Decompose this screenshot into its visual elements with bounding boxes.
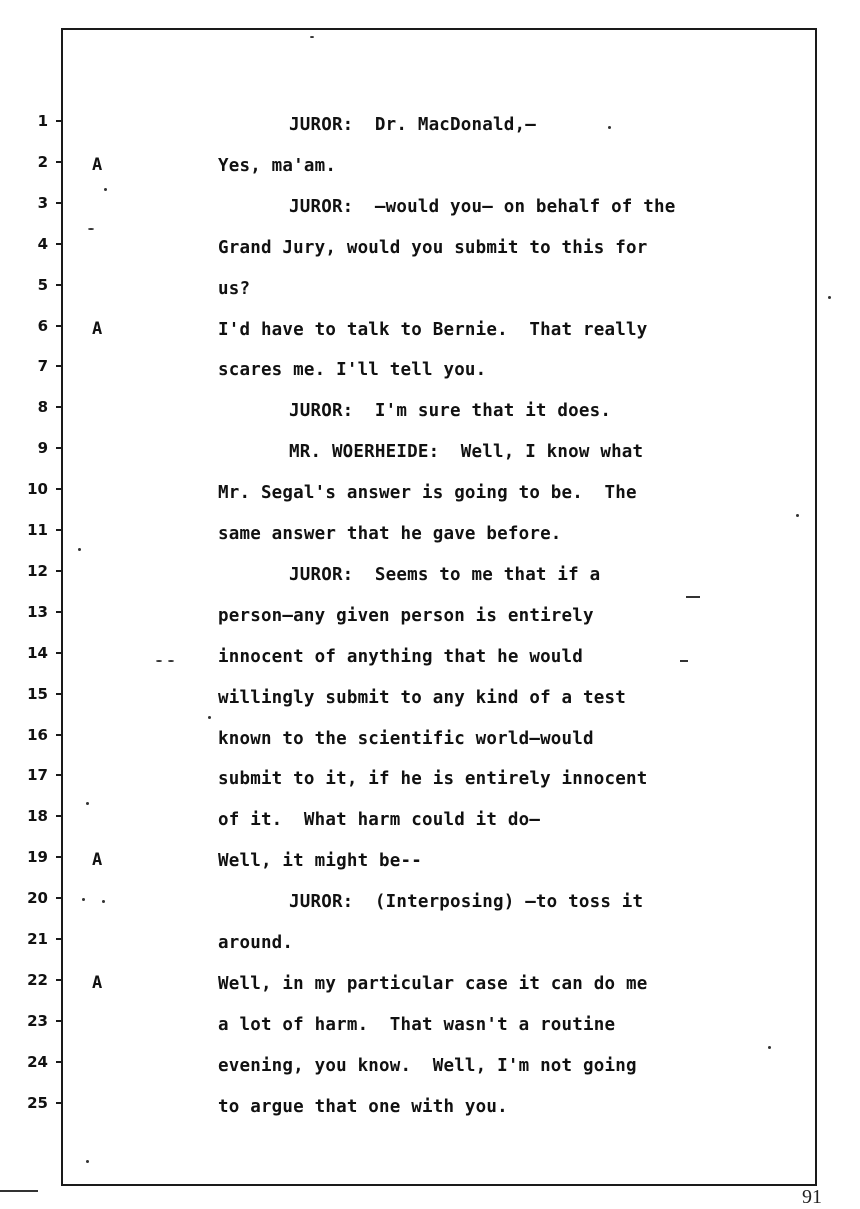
transcript-line: willingly submit to any kind of a test [218,688,626,708]
margin-tick [56,1102,62,1104]
transcript-line: us? [218,279,251,299]
margin-tick [56,488,62,490]
line-number: 12 [27,562,48,580]
line-number: 6 [37,317,48,335]
scan-speck [86,1160,89,1163]
margin-tick [56,365,62,367]
transcript-line: evening, you know. Well, I'm not going [218,1056,637,1076]
scan-speck [608,126,611,129]
scan-speck [168,660,174,662]
transcript-line: JUROR: Seems to me that if a [289,565,601,585]
line-number: 9 [37,439,48,457]
transcript-line: I'd have to talk to Bernie. That really [218,320,648,340]
margin-tick [56,570,62,572]
margin-tick [56,161,62,163]
page-number: 91 [802,1186,822,1208]
line-number: 16 [27,726,48,744]
line-number: 2 [37,153,48,171]
scan-speck [86,802,89,805]
scan-speck [310,36,314,38]
margin-tick [56,243,62,245]
line-number: 5 [37,276,48,294]
margin-tick [56,529,62,531]
speaker-label: A [92,850,103,870]
margin-tick [56,120,62,122]
margin-tick [56,938,62,940]
scan-dash [0,1190,38,1192]
line-number: 19 [27,848,48,866]
margin-tick [56,284,62,286]
transcript-line: submit to it, if he is entirely innocent [218,769,648,789]
line-number: 10 [27,480,48,498]
line-number: 4 [37,235,48,253]
transcript-line: innocent of anything that he would [218,647,584,667]
margin-tick [56,406,62,408]
line-number: 1 [37,112,48,130]
transcript-line: around. [218,933,294,953]
scan-speck [156,660,162,662]
margin-tick [56,897,62,899]
margin-tick [56,1061,62,1063]
transcript-line: JUROR: I'm sure that it does. [289,401,612,421]
line-number: 17 [27,766,48,784]
line-number: 21 [27,930,48,948]
scan-speck [104,188,107,191]
margin-tick [56,202,62,204]
transcript-line: to argue that one with you. [218,1097,508,1117]
margin-tick [56,611,62,613]
line-number: 7 [37,357,48,375]
transcript-line: same answer that he gave before. [218,524,562,544]
line-number: 3 [37,194,48,212]
margin-tick [56,774,62,776]
margin-tick [56,856,62,858]
scan-speck [796,514,799,517]
transcript-line: Mr. Segal's answer is going to be. The [218,483,637,503]
margin-tick [56,325,62,327]
transcript-line: person—any given person is entirely [218,606,594,626]
transcript-line: Well, it might be-- [218,851,422,871]
transcript-line: scares me. I'll tell you. [218,360,487,380]
margin-tick [56,693,62,695]
speaker-label: A [92,973,103,993]
line-number: 11 [27,521,48,539]
line-number: 24 [27,1053,48,1071]
scan-speck [102,900,105,903]
scan-speck [78,548,81,551]
transcript-line: Yes, ma'am. [218,156,337,176]
transcript-line: JUROR: —would you— on behalf of the [289,197,676,217]
speaker-label: A [92,319,103,339]
margin-tick [56,815,62,817]
margin-tick [56,979,62,981]
scan-speck [768,1046,771,1049]
line-number: 20 [27,889,48,907]
transcript-line: of it. What harm could it do— [218,810,541,830]
transcript-line: known to the scientific world—would [218,729,594,749]
scan-dash [686,596,700,598]
scan-speck [82,898,85,901]
margin-tick [56,652,62,654]
line-number: 23 [27,1012,48,1030]
speaker-label: A [92,155,103,175]
transcript-line: MR. WOERHEIDE: Well, I know what [289,442,644,462]
transcript-line: Grand Jury, would you submit to this for [218,238,648,258]
line-number: 22 [27,971,48,989]
margin-tick [56,734,62,736]
transcript-line: Well, in my particular case it can do me [218,974,648,994]
line-number: 15 [27,685,48,703]
line-number: 25 [27,1094,48,1112]
line-number: 13 [27,603,48,621]
line-number: 14 [27,644,48,662]
scan-dash [680,660,688,662]
line-number: 8 [37,398,48,416]
line-number: 18 [27,807,48,825]
transcript-line: JUROR: (Interposing) —to toss it [289,892,644,912]
transcript-line: JUROR: Dr. MacDonald,— [289,115,536,135]
transcript-line: a lot of harm. That wasn't a routine [218,1015,616,1035]
scan-speck [208,716,211,719]
margin-tick [56,447,62,449]
margin-tick [56,1020,62,1022]
scan-speck [88,228,94,230]
scan-speck [828,296,831,299]
